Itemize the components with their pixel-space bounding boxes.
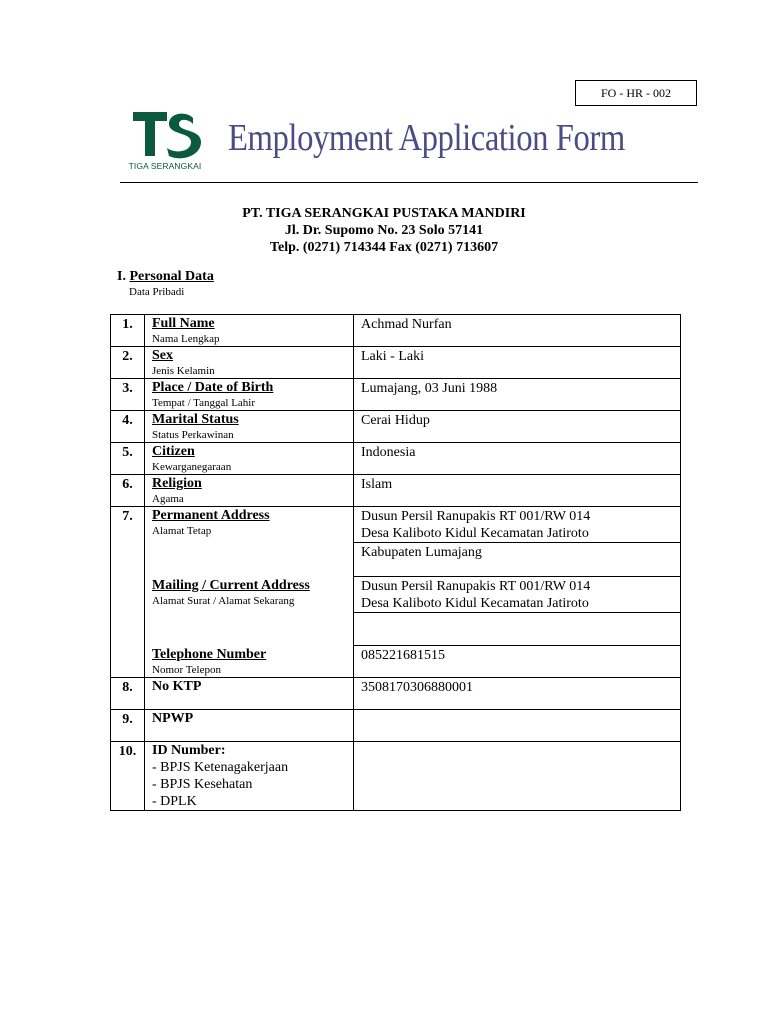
field-value bbox=[354, 613, 681, 646]
field-label-id: Agama bbox=[152, 493, 184, 505]
field-label-en: Permanent Address bbox=[152, 508, 270, 523]
table-row bbox=[111, 742, 681, 811]
field-label-en: Sex bbox=[152, 348, 173, 363]
field-label-id: Jenis Kelamin bbox=[152, 365, 215, 377]
field-label-en: ID Number: bbox=[152, 743, 226, 758]
value-text: Indonesia bbox=[361, 445, 416, 460]
row-number: 9. bbox=[111, 710, 145, 742]
section-subtitle: Data Pribadi bbox=[129, 286, 185, 298]
value-text: Desa Kaliboto Kidul Kecamatan Jatiroto bbox=[361, 596, 589, 611]
table-row bbox=[111, 315, 681, 347]
company-name: PT. TIGA SERANGKAI PUSTAKA MANDIRI bbox=[242, 206, 526, 221]
personal-data-table bbox=[110, 314, 681, 811]
field-label-id: Status Perkawinan bbox=[152, 429, 234, 441]
field-label-id: Alamat Surat / Alamat Sekarang bbox=[152, 594, 295, 607]
field-label bbox=[145, 443, 354, 475]
company-address: Jl. Dr. Supomo No. 23 Solo 57141 bbox=[284, 223, 484, 238]
field-value bbox=[354, 347, 681, 379]
field-value bbox=[354, 646, 681, 678]
section-title: Personal Data bbox=[129, 269, 214, 284]
field-label-en: Marital Status bbox=[152, 412, 239, 427]
page-title: Employment Application Form bbox=[228, 117, 625, 159]
row-number: 2. bbox=[111, 347, 145, 379]
value-text: Cerai Hidup bbox=[361, 413, 430, 428]
field-label-id: Kewarganegaraan bbox=[152, 461, 232, 473]
field-label bbox=[145, 507, 354, 577]
company-logo bbox=[125, 108, 205, 174]
field-value bbox=[354, 577, 681, 613]
field-label-id: Tempat / Tanggal Lahir bbox=[152, 397, 256, 409]
field-label-en: Full Name bbox=[152, 316, 215, 331]
value-text: Dusun Persil Ranupakis RT 001/RW 014 bbox=[361, 509, 591, 524]
value-text: Achmad Nurfan bbox=[361, 317, 452, 332]
id-item: - BPJS Ketenagakerjaan bbox=[152, 760, 289, 775]
value-text: Kabupaten Lumajang bbox=[361, 545, 482, 560]
row-number: 1. bbox=[111, 315, 145, 347]
id-item: - DPLK bbox=[152, 794, 197, 809]
field-value bbox=[354, 507, 681, 543]
row-number: 10. bbox=[111, 742, 145, 811]
table-row bbox=[111, 710, 681, 742]
table-row bbox=[111, 443, 681, 475]
row-number: 7. bbox=[111, 507, 145, 678]
field-label bbox=[145, 411, 354, 443]
table-row bbox=[111, 347, 681, 379]
section-number: I. bbox=[117, 269, 126, 284]
value-text: 3508170306880001 bbox=[361, 680, 473, 695]
value-text: Lumajang, 03 Juni 1988 bbox=[361, 381, 498, 396]
field-label-en: Citizen bbox=[152, 444, 195, 459]
field-label bbox=[145, 379, 354, 411]
value-text: Dusun Persil Ranupakis RT 001/RW 014 bbox=[361, 579, 591, 594]
field-value bbox=[354, 543, 681, 577]
value-text: 085221681515 bbox=[361, 648, 445, 663]
row-number: 3. bbox=[111, 379, 145, 411]
field-label bbox=[145, 577, 354, 646]
field-label-id: Nama Lengkap bbox=[152, 333, 220, 345]
table-row bbox=[111, 678, 681, 710]
value-text: Islam bbox=[361, 477, 393, 492]
field-value bbox=[354, 411, 681, 443]
company-phone: Telp. (0271) 714344 Fax (0271) 713607 bbox=[269, 240, 499, 255]
field-label bbox=[145, 475, 354, 507]
title-divider bbox=[120, 182, 698, 183]
field-label bbox=[145, 315, 354, 347]
field-label-id: Alamat Tetap bbox=[152, 525, 212, 537]
field-label-en: No KTP bbox=[152, 679, 202, 694]
field-label-en: Mailing / Current Address bbox=[152, 577, 310, 593]
field-value bbox=[354, 315, 681, 347]
row-number: 5. bbox=[111, 443, 145, 475]
table-row bbox=[111, 577, 681, 613]
table-row bbox=[111, 379, 681, 411]
field-value bbox=[354, 678, 681, 710]
field-value bbox=[354, 379, 681, 411]
field-label bbox=[145, 678, 354, 710]
row-number: 4. bbox=[111, 411, 145, 443]
field-label-id: Nomor Telepon bbox=[152, 663, 221, 676]
table-row bbox=[111, 411, 681, 443]
field-label bbox=[145, 710, 354, 742]
table-row bbox=[111, 646, 681, 678]
section-heading bbox=[117, 269, 214, 285]
field-label bbox=[145, 347, 354, 379]
field-label-en: Telephone Number bbox=[152, 646, 267, 662]
row-number: 6. bbox=[111, 475, 145, 507]
document-code-box: FO - HR - 002 bbox=[575, 80, 697, 106]
field-value bbox=[354, 475, 681, 507]
ts-logo-icon bbox=[125, 108, 205, 160]
value-text: Laki - Laki bbox=[361, 349, 424, 364]
field-label bbox=[145, 742, 354, 811]
table-row bbox=[111, 475, 681, 507]
field-value bbox=[354, 710, 681, 742]
table-row bbox=[111, 507, 681, 543]
field-label bbox=[145, 646, 354, 678]
field-label-en: NPWP bbox=[152, 711, 194, 726]
value-text: Desa Kaliboto Kidul Kecamatan Jatiroto bbox=[361, 526, 589, 541]
field-value bbox=[354, 742, 681, 811]
field-value bbox=[354, 443, 681, 475]
row-number: 8. bbox=[111, 678, 145, 710]
company-header bbox=[110, 205, 658, 256]
id-item: - BPJS Kesehatan bbox=[152, 777, 253, 792]
logo-caption: TIGA SERANGKAI bbox=[128, 161, 202, 171]
field-label-en: Religion bbox=[152, 476, 202, 491]
field-label-en: Place / Date of Birth bbox=[152, 380, 274, 395]
